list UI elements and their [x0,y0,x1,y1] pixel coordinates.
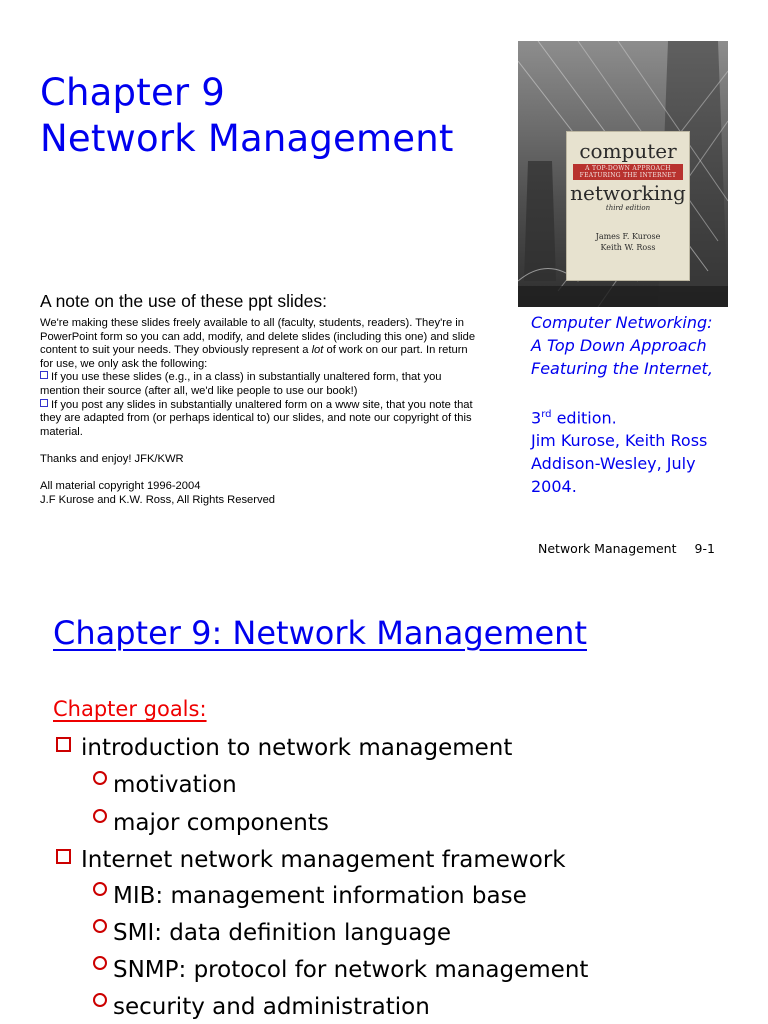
cover-title-top: computer [579,139,677,163]
goal-text: SNMP: protocol for network management [113,957,589,983]
note-heading: A note on the use of these ppt slides: [40,291,328,311]
book-edition: 3rd edition. [531,408,617,428]
slide-footer [538,541,715,556]
goal-subitem [93,918,451,948]
circle-bullet-icon [93,956,107,970]
book-info [531,311,766,498]
title-line-1: Chapter 9 [40,71,226,114]
slide-separator [0,576,768,592]
goals-heading: Chapter goals: [53,697,207,721]
goal-text: Internet network management framework [81,847,566,873]
book-year: 2004. [531,477,577,497]
cover-author-1: James F. Kurose [595,232,661,241]
book-title-line-3: Featuring the Internet, [531,359,713,378]
note-thanks: Thanks and enjoy! JFK/KWR [40,452,184,465]
note-body [40,317,480,507]
circle-bullet-icon [93,771,107,785]
book-publisher: Addison-Wesley, July [531,454,696,474]
square-bullet-icon [40,371,48,379]
goal-text: MIB: management information base [113,883,527,909]
goal-text: major components [113,810,329,836]
slide-2-title: Chapter 9: Network Management [53,614,587,652]
goal-text: introduction to network management [81,735,513,761]
note-item-2: If you post any slides in substantially unaltered form on a www site, that you note that they are adapted from (or perhaps identical to) our slides, and note our copyright of this material. [40,398,473,438]
book-title-line-2: A Top Down Approach [531,336,707,355]
goal-subitem [93,808,329,838]
square-bullet-icon [56,849,71,864]
goal-subitem [93,992,430,1022]
cover-subtitle-strip [573,164,683,180]
note-paragraph: We're making these slides freely available to all (faculty, students, readers). They're in PowerPoint form so you can add, modify, and delete slides (including this one) and slide content to suit your needs. They obviously represent a lot of work on our part. In return for use, we only ask the following: [40,317,476,370]
circle-bullet-icon [93,809,107,823]
book-title-line-1: Computer Networking: [531,313,713,332]
book-cover-image [518,41,728,307]
circle-bullet-icon [93,993,107,1007]
square-bullet-icon [40,399,48,407]
cover-edition: third edition [605,204,651,212]
goal-text: SMI: data definition language [113,920,452,946]
goal-text: security and administration [113,994,430,1020]
goal-subitem [93,770,237,800]
cover-subtitle-1: A TOP-DOWN APPROACH [585,165,671,172]
note-emphasis: lot [311,344,324,357]
footer-label: Network Management [538,541,677,556]
title-line-2: Network Management [40,117,454,160]
cover-author-2: Keith W. Ross [600,243,656,252]
note-item-1: If you use these slides (e.g., in a class) in substantially unaltered form, that you mention their source (after all, we'd like people to use our book!) [40,371,442,397]
cover-title-panel [566,131,690,281]
note-copyright-1: All material copyright 1996-2004 [40,480,201,493]
slide-2 [0,592,768,1024]
goal-text: motivation [113,772,237,798]
slide-1-title [40,70,454,162]
book-authors: Jim Kurose, Keith Ross [531,431,708,451]
circle-bullet-icon [93,919,107,933]
goal-subitem [93,881,527,911]
note-copyright-2: J.F Kurose and K.W. Ross, All Rights Reserved [40,493,276,506]
slide-number: 9-1 [694,541,715,556]
circle-bullet-icon [93,882,107,896]
square-bullet-icon [56,737,71,752]
cover-subtitle-2: FEATURING THE INTERNET [579,172,677,179]
goal-item [56,733,512,763]
goal-item [56,845,566,875]
cover-title-bottom: networking [570,181,686,205]
goal-subitem [93,955,588,985]
